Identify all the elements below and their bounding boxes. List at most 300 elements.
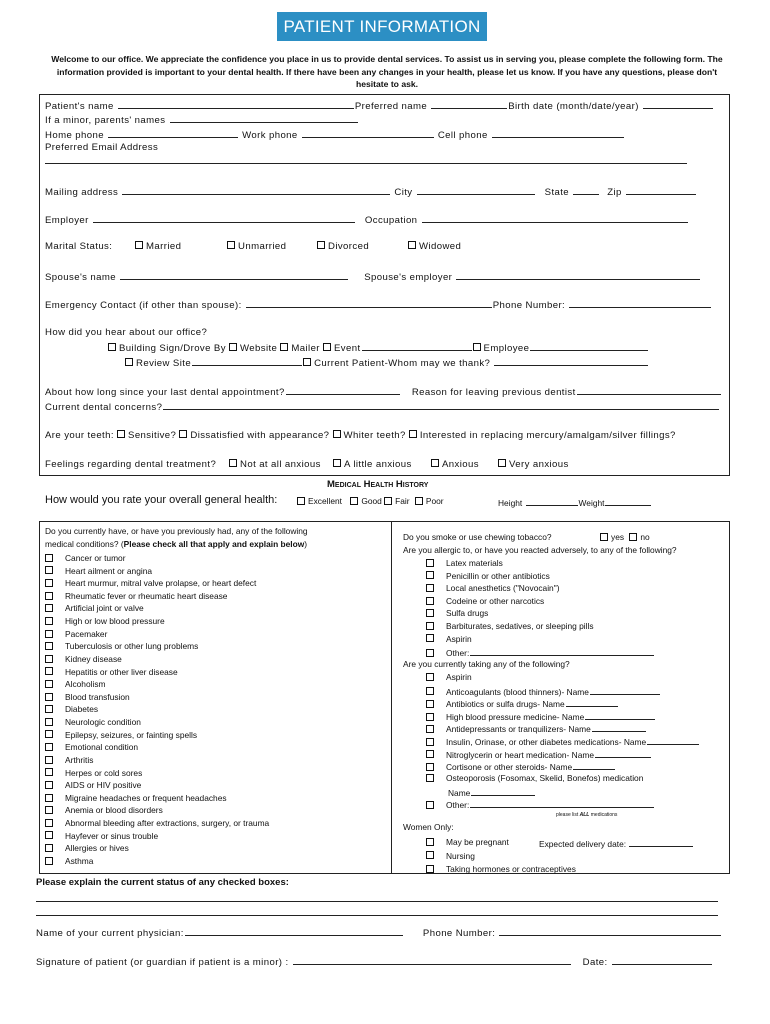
option-label: no	[640, 532, 650, 542]
checkbox[interactable]	[426, 738, 434, 746]
referral-row-2	[125, 356, 649, 369]
patient-name-field[interactable]	[118, 99, 354, 109]
delivery-label: Expected delivery date:	[539, 839, 627, 849]
list-item-label: Latex materials	[446, 558, 503, 568]
checkbox[interactable]	[45, 743, 53, 751]
reason-leaving-label: Reason for leaving previous dentist	[411, 387, 576, 398]
employee-field[interactable]	[530, 341, 648, 351]
phones-row	[45, 128, 625, 141]
list-item-label: Codeine or other narcotics	[446, 595, 545, 606]
checkbox[interactable]	[227, 241, 235, 249]
list-item[interactable]	[45, 654, 122, 664]
conditions-intro-1: Do you currently have, or have you previously had, any of the following	[45, 526, 308, 536]
note-bold: ALL	[579, 812, 590, 818]
list-item-label: Cancer or tumor	[65, 553, 126, 563]
women-only-label: Women Only:	[403, 822, 454, 832]
list-item-label: High blood pressure medicine- Name	[446, 711, 585, 722]
list-item[interactable]	[426, 608, 488, 618]
employer-label: Employer	[45, 215, 89, 226]
checkbox-no[interactable]	[629, 533, 637, 541]
checkbox[interactable]	[45, 693, 53, 701]
list-item[interactable]	[426, 773, 643, 783]
checkbox[interactable]	[426, 801, 434, 809]
list-item[interactable]	[45, 717, 141, 727]
intro-end: )	[304, 539, 308, 549]
list-item[interactable]	[45, 768, 142, 778]
checkbox[interactable]	[426, 865, 434, 873]
zip-label: Zip	[607, 187, 622, 198]
list-item-label: Artificial joint or valve	[65, 603, 144, 614]
list-item-label: Hayfever or sinus trouble	[65, 830, 159, 841]
option-label: Divorced	[328, 241, 370, 252]
list-item[interactable]	[45, 742, 138, 752]
list-item-label: Nursing	[446, 850, 475, 861]
city-field[interactable]	[417, 185, 535, 195]
reason-leaving-field[interactable]	[577, 385, 721, 395]
spouse-employer-label: Spouse's employer	[364, 272, 453, 283]
list-item-field[interactable]	[585, 710, 655, 720]
option-label: Dissatisfied with appearance?	[190, 430, 330, 441]
review-field[interactable]	[192, 356, 302, 366]
list-item-label: Tuberculosis or other lung problems	[65, 641, 199, 652]
option-label: Excellent	[308, 496, 342, 506]
list-item-field[interactable]	[566, 697, 618, 707]
checkbox[interactable]	[45, 604, 53, 612]
teeth-row	[45, 430, 676, 441]
list-item-label: Other:	[446, 648, 470, 659]
option-label: Mailer	[291, 343, 320, 354]
list-item-label: Other:	[446, 800, 470, 810]
list-item[interactable]	[426, 697, 619, 709]
marital-option-divorced[interactable]	[317, 241, 369, 252]
list-item-label: Kidney disease	[65, 653, 122, 664]
signature-row	[36, 955, 713, 968]
list-item[interactable]	[45, 616, 165, 626]
checkbox[interactable]	[426, 571, 434, 579]
list-item[interactable]	[426, 722, 647, 734]
checkbox[interactable]	[426, 763, 434, 771]
list-item[interactable]	[45, 566, 152, 576]
welcome-text: Welcome to our office. We appreciate the confidence you place in us to provide dental services. To assist us in serving you, please complete the following form. The information provided is important to your dental health. If there have been any changes in your health, please let us know. If you have any questions, please don't hesitate to ask.	[51, 54, 723, 89]
home-phone-field[interactable]	[108, 128, 238, 138]
checkbox-sign[interactable]	[108, 343, 116, 351]
checkbox[interactable]	[426, 687, 434, 695]
feelings-little-anxious[interactable]	[333, 459, 412, 470]
checkbox-website[interactable]	[229, 343, 237, 351]
spouse-name-field[interactable]	[120, 270, 348, 280]
conditions-intro-2	[45, 539, 307, 549]
option-label: Not at all anxious	[240, 459, 321, 470]
list-item-label: Arthritis	[65, 754, 94, 765]
list-item[interactable]	[426, 571, 550, 581]
physician-field[interactable]	[185, 926, 403, 936]
list-item-label: Taking hormones or contraceptives	[446, 864, 576, 874]
parents-row	[45, 113, 359, 126]
checkbox[interactable]	[45, 680, 53, 688]
checkbox[interactable]	[45, 554, 53, 562]
checkbox[interactable]	[426, 725, 434, 733]
feelings-very-anxious[interactable]	[498, 459, 569, 470]
checkbox[interactable]	[426, 622, 434, 630]
state-label: State	[544, 187, 570, 198]
checkbox-fair[interactable]	[384, 497, 392, 505]
rate-options	[297, 496, 444, 506]
height-weight-row	[498, 496, 652, 508]
list-item[interactable]	[45, 591, 227, 601]
rate-health-label: How would you rate your overall general health:	[45, 494, 278, 506]
checkbox[interactable]	[426, 597, 434, 605]
osteo-name-label: Name	[448, 788, 471, 798]
checkbox[interactable]	[498, 459, 506, 467]
checkbox[interactable]	[426, 838, 434, 846]
zip-field[interactable]	[626, 185, 696, 195]
checkbox-sensitive[interactable]	[117, 430, 125, 438]
checkbox-whiter[interactable]	[333, 430, 341, 438]
checkbox[interactable]	[45, 831, 53, 839]
checkbox[interactable]	[333, 459, 341, 467]
note-text: please list	[556, 812, 580, 818]
option-label: A little anxious	[344, 459, 412, 470]
work-phone-field[interactable]	[302, 128, 434, 138]
physician-label: Name of your current physician:	[36, 928, 184, 939]
emergency-phone-label: Phone Number:	[492, 300, 566, 311]
parents-field[interactable]	[170, 113, 358, 123]
list-item[interactable]	[426, 646, 655, 658]
address-row	[45, 185, 697, 198]
email-field[interactable]	[45, 163, 687, 164]
checkbox[interactable]	[426, 649, 434, 657]
spouse-row	[45, 270, 701, 283]
checkbox[interactable]	[45, 630, 53, 638]
emergency-row	[45, 298, 712, 311]
mailing-address-field[interactable]	[122, 185, 390, 195]
list-item[interactable]	[426, 558, 503, 568]
marital-option-widowed[interactable]	[408, 241, 461, 252]
checkbox[interactable]	[426, 673, 434, 681]
checkbox[interactable]	[45, 806, 53, 814]
list-all-note	[556, 812, 617, 818]
last-appointment-row	[45, 385, 722, 398]
checkbox-current-patient[interactable]	[303, 358, 311, 366]
option-label: Anxious	[442, 459, 479, 470]
list-item-label: Insulin, Orinase, or other diabetes medications- Name	[446, 737, 647, 747]
explain-line-1[interactable]	[36, 901, 718, 902]
home-phone-label: Home phone	[45, 130, 104, 141]
list-item-label: Nitroglycerin or heart medication- Name	[446, 749, 595, 760]
current-concerns-label: Current dental concerns?	[45, 402, 163, 413]
physician-phone-field[interactable]	[499, 926, 721, 936]
osteo-name-field[interactable]	[471, 786, 535, 796]
checkbox[interactable]	[229, 459, 237, 467]
smoke-options	[600, 532, 650, 542]
list-item[interactable]	[45, 603, 144, 613]
medical-history-title: Medical Health History	[327, 479, 429, 490]
title-banner	[277, 12, 487, 41]
feelings-anxious[interactable]	[431, 459, 479, 470]
column-divider	[391, 521, 392, 874]
checkbox[interactable]	[45, 566, 53, 574]
current-concerns-field[interactable]	[163, 400, 719, 410]
list-item[interactable]	[426, 634, 472, 644]
list-item-label: Local anesthetics ("Novocain")	[446, 583, 560, 594]
city-label: City	[394, 187, 413, 198]
list-item-label: Anemia or blood disorders	[65, 805, 163, 816]
list-item[interactable]	[45, 667, 178, 677]
list-item[interactable]	[45, 679, 106, 689]
list-item[interactable]	[426, 672, 472, 682]
occupation-label: Occupation	[364, 215, 418, 226]
list-item[interactable]	[45, 629, 107, 639]
checkbox[interactable]	[45, 857, 53, 865]
checkbox[interactable]	[135, 241, 143, 249]
checkbox[interactable]	[45, 730, 53, 738]
date-label: Date:	[582, 957, 608, 968]
list-item-label: Antibiotics or sulfa drugs- Name	[446, 699, 565, 710]
list-item-label: Abnormal bleeding after extractions, surgery, or trauma	[65, 818, 270, 829]
intro-text: medical conditions? (	[45, 539, 124, 549]
signature-field[interactable]	[293, 955, 571, 965]
emergency-field[interactable]	[246, 298, 492, 308]
checkbox[interactable]	[317, 241, 325, 249]
option-label: Poor	[425, 496, 444, 506]
weight-field[interactable]	[605, 496, 651, 506]
employer-row	[45, 213, 689, 226]
checkbox-review[interactable]	[125, 358, 133, 366]
checkbox-dissatisfied[interactable]	[179, 430, 187, 438]
list-item[interactable]	[426, 583, 559, 593]
option-label: Event	[333, 343, 361, 354]
note-text-end: medications	[589, 812, 618, 818]
feelings-not-anxious[interactable]	[229, 459, 321, 470]
list-item-field[interactable]	[647, 735, 699, 745]
list-item-label: Blood transfusion	[65, 691, 130, 702]
list-item[interactable]	[45, 704, 98, 714]
list-item-label: Emotional condition	[65, 742, 139, 753]
intro-bold: Please check all that apply and explain below	[123, 539, 305, 549]
event-field[interactable]	[362, 341, 472, 351]
list-item[interactable]	[45, 856, 93, 866]
list-item-label: Alcoholism	[65, 679, 106, 690]
list-item[interactable]	[426, 837, 509, 847]
list-item-label: Rheumatic fever or rheumatic heart disease	[65, 590, 228, 601]
list-item[interactable]	[45, 818, 269, 828]
list-item[interactable]	[426, 748, 652, 760]
checkbox[interactable]	[426, 609, 434, 617]
checkbox[interactable]	[45, 844, 53, 852]
checkbox[interactable]	[426, 713, 434, 721]
checkbox[interactable]	[426, 851, 434, 859]
list-item[interactable]	[426, 851, 475, 861]
marital-label: Marital Status:	[45, 241, 113, 252]
list-item[interactable]	[426, 864, 576, 874]
list-item-field[interactable]	[590, 685, 660, 695]
checkbox-event[interactable]	[323, 343, 331, 351]
spouse-employer-field[interactable]	[456, 270, 700, 280]
list-item-label: Migraine headaches or frequent headaches	[65, 792, 227, 803]
list-item-field[interactable]	[592, 722, 646, 732]
checkbox[interactable]	[45, 768, 53, 776]
physician-row	[36, 926, 722, 939]
state-field[interactable]	[573, 185, 599, 195]
last-appointment-field[interactable]	[286, 385, 400, 395]
list-item-label: Diabetes	[65, 704, 99, 715]
form-title: PATIENT INFORMATION	[283, 17, 481, 36]
birth-date-field[interactable]	[643, 99, 713, 109]
list-item[interactable]	[45, 692, 130, 702]
list-item-field[interactable]	[595, 748, 651, 758]
checkbox[interactable]	[45, 705, 53, 713]
list-item[interactable]	[45, 805, 163, 815]
list-item-label: Allergies or hives	[65, 843, 129, 854]
list-item-label: Pacemaker	[65, 628, 108, 639]
checkbox[interactable]	[45, 579, 53, 587]
checkbox-yes[interactable]	[600, 533, 608, 541]
checkbox[interactable]	[426, 584, 434, 592]
list-item-label: Heart murmur, mitral valve prolapse, or heart defect	[65, 578, 257, 589]
list-item-label: Sulfa drugs	[446, 608, 489, 619]
list-item[interactable]	[45, 780, 141, 790]
list-item-label: Penicillin or other antibiotics	[446, 570, 550, 581]
mailing-address-label: Mailing address	[45, 187, 119, 198]
checkbox[interactable]	[431, 459, 439, 467]
list-item-label: Herpes or cold sores	[65, 767, 143, 778]
list-item[interactable]	[45, 831, 158, 841]
option-label: Employee	[483, 343, 530, 354]
employer-field[interactable]	[93, 213, 355, 223]
checkbox-good[interactable]	[350, 497, 358, 505]
list-item[interactable]	[45, 641, 198, 651]
date-field[interactable]	[612, 955, 712, 965]
email-label: Preferred Email Address	[45, 142, 159, 153]
preferred-name-label: Preferred name	[354, 101, 428, 112]
list-item-label: Epilepsy, seizures, or fainting spells	[65, 729, 198, 740]
list-item-label: May be pregnant	[446, 837, 509, 847]
checkbox[interactable]	[45, 819, 53, 827]
cell-phone-field[interactable]	[492, 128, 624, 138]
checkbox[interactable]	[426, 774, 434, 782]
osteo-name-row	[448, 786, 536, 798]
option-label: Fair	[395, 496, 410, 506]
list-item-label: Heart ailment or angina	[65, 565, 153, 576]
height-field[interactable]	[526, 496, 578, 506]
checkbox[interactable]	[426, 559, 434, 567]
list-item-field[interactable]	[573, 760, 615, 770]
emergency-label: Emergency Contact (if other than spouse):	[45, 300, 242, 311]
checkbox-replace-fillings[interactable]	[409, 430, 417, 438]
list-item[interactable]	[426, 760, 616, 772]
list-item[interactable]	[426, 710, 656, 722]
list-item[interactable]	[426, 685, 661, 697]
checkbox[interactable]	[45, 655, 53, 663]
checkbox[interactable]	[408, 241, 416, 249]
option-label: Building Sign/Drove By	[119, 343, 226, 354]
current-patient-field[interactable]	[494, 356, 648, 366]
referral-row-1	[108, 341, 649, 354]
list-item[interactable]	[45, 553, 126, 563]
spouse-name-label: Spouse's name	[45, 272, 117, 283]
checkbox-excellent[interactable]	[297, 497, 305, 505]
option-label: Married	[146, 241, 182, 252]
occupation-field[interactable]	[422, 213, 688, 223]
list-item-label: Osteoporosis (Fosomax, Skelid, Bonefos) medication	[446, 772, 644, 783]
checkbox[interactable]	[45, 617, 53, 625]
list-item-label: Neurologic condition	[65, 717, 141, 728]
list-item[interactable]	[45, 793, 227, 803]
list-item[interactable]	[426, 735, 700, 747]
checkbox-mailer[interactable]	[280, 343, 288, 351]
checkbox-poor[interactable]	[415, 497, 423, 505]
patient-name-label: Patient's name	[45, 101, 114, 112]
explain-label: Please explain the current status of any checked boxes:	[36, 877, 289, 888]
marital-option-married[interactable]	[135, 241, 181, 252]
option-label: Sensitive?	[128, 430, 177, 441]
list-item-label: AIDS or HIV positive	[65, 780, 142, 791]
work-phone-label: Work phone	[242, 130, 298, 141]
referral-question: How did you hear about our office?	[45, 327, 208, 338]
list-item-field[interactable]	[470, 646, 654, 656]
list-item[interactable]	[45, 755, 93, 765]
checkbox[interactable]	[45, 718, 53, 726]
list-item[interactable]	[426, 596, 544, 606]
option-label: Interested in replacing mercury/amalgam/silver fillings?	[419, 430, 676, 441]
checkbox[interactable]	[45, 642, 53, 650]
weight-label: Weight	[578, 498, 605, 508]
option-label: Good	[361, 496, 382, 506]
feelings-label: Feelings regarding dental treatment?	[45, 459, 217, 470]
checkbox[interactable]	[45, 592, 53, 600]
list-item[interactable]	[45, 730, 197, 740]
parents-label: If a minor, parents' names	[45, 115, 166, 126]
option-label: Very anxious	[509, 459, 569, 470]
list-item-label: Asthma	[65, 855, 94, 866]
checkbox[interactable]	[426, 634, 434, 642]
delivery-field[interactable]	[629, 837, 693, 847]
delivery-row	[539, 837, 694, 849]
list-item[interactable]	[426, 621, 594, 631]
list-item[interactable]	[426, 798, 655, 810]
option-label: Website	[240, 343, 278, 354]
cell-phone-label: Cell phone	[437, 130, 488, 141]
list-item-label: Hepatitis or other liver disease	[65, 666, 178, 677]
emergency-phone-field[interactable]	[569, 298, 711, 308]
checkbox[interactable]	[426, 750, 434, 758]
marital-option-unmarried[interactable]	[227, 241, 286, 252]
option-label: Current Patient-Whom may we thank?	[314, 358, 491, 369]
explain-line-2[interactable]	[36, 915, 718, 916]
checkbox[interactable]	[45, 667, 53, 675]
allergic-question: Are you allergic to, or have you reacted adversely, to any of the following?	[403, 545, 677, 555]
checkbox-employee[interactable]	[473, 343, 481, 351]
list-item-label: Anticoagulants (blood thinners)- Name	[446, 686, 589, 697]
teeth-label: Are your teeth:	[45, 430, 114, 441]
list-item[interactable]	[45, 843, 129, 853]
checkbox[interactable]	[45, 794, 53, 802]
list-item-label: Cortisone or other steroids- Name	[446, 762, 573, 773]
checkbox[interactable]	[45, 756, 53, 764]
checkbox[interactable]	[45, 781, 53, 789]
patient-name-row	[45, 99, 714, 112]
physician-phone-label: Phone Number:	[422, 928, 496, 939]
height-label: Height	[498, 498, 523, 508]
list-item-field[interactable]	[470, 798, 654, 808]
option-label: yes	[611, 532, 625, 542]
option-label: Review Site	[136, 358, 192, 369]
option-label: Whiter teeth?	[343, 430, 406, 441]
preferred-name-field[interactable]	[431, 99, 507, 109]
checkbox[interactable]	[426, 700, 434, 708]
option-label: Unmarried	[238, 241, 287, 252]
list-item[interactable]	[45, 578, 256, 588]
